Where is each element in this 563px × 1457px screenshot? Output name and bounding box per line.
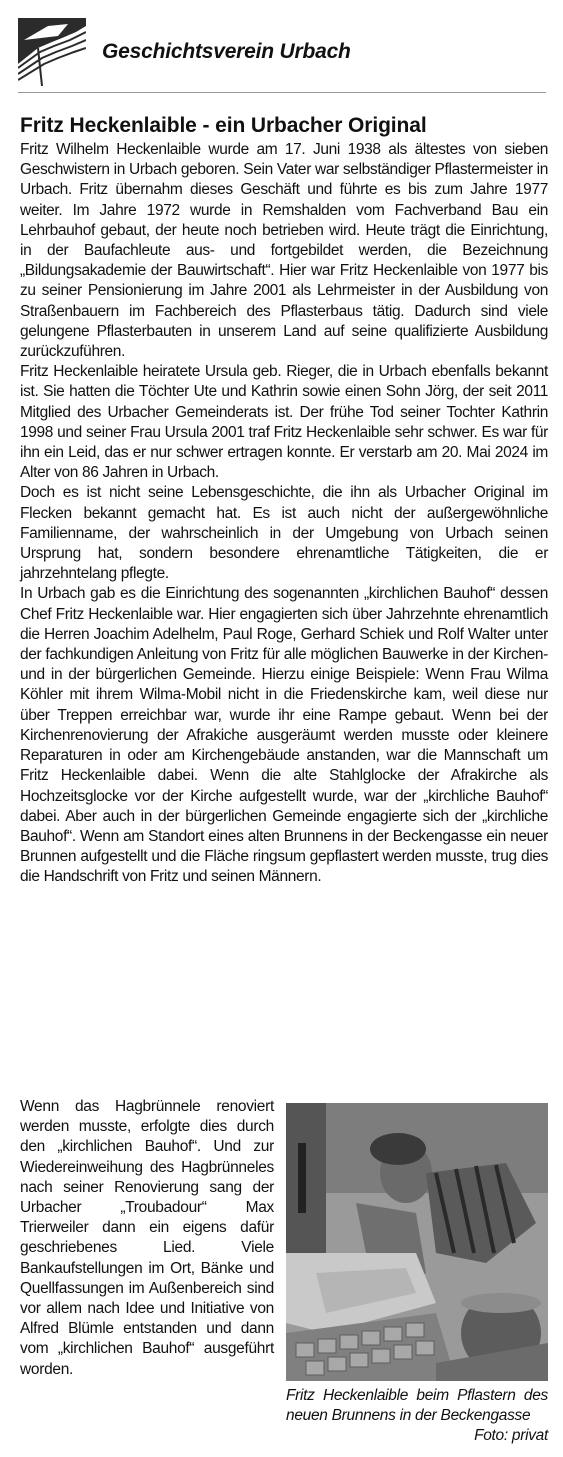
article-photo [286,1103,548,1381]
open-book-logo-icon [18,18,86,86]
photo-caption [286,1386,548,1447]
article-paragraph: In Urbach gab es die Einrichtung des sogenannten „kirchlichen Bauhof“ dessen Chef Fritz Heckenlaible war. Hier engagierten sich über Jahrzehnte ehrenamtlich die Herren Joachim Adelhelm, Paul Roge, Gerhard Schiek und Rolf Walter unter der fachkundigen Anleitung von Fritz für alle möglichen Bauwerke in der Kirchen- und in der bürgerlichen Gemeinde. Hierzu einige Beispiele: Wenn Frau Wilma Köhler mit ihrem Wilma-Mobil nicht in die Friedenskirche kam, weil diese nur über Treppen erreichbar war, wurde ihr eine Rampe gebaut. Wenn bei der Kirchenrenovierung der Afrakiche ausgeräumt werden musste oder kleinere Reparaturen in oder am Kirchengebäude anstanden, war die Mannschaft um Fritz Heckenlaible dabei. Wenn die alte Stahlglocke der Afrakirche als Hochzeitsglocke vor der Kirche aufgestellt wurde, war der „kirchliche Bauhof“ dabei. Aber auch in der bürgerlichen Gemeinde engagierte sich der „kirchliche Bauhof“. Wenn am Standort eines alten Brunnens in der Beckengasse ein neuer Brunnen aufgestellt und die Fläche ringsum gepflastert werden musste, trug dies die Handschrift von Fritz und seinen Männern. [20,585,548,886]
header-divider [18,92,546,93]
header [18,18,548,90]
lower-column [20,1097,274,1380]
article-paragraph: Fritz Heckenlaible heiratete Ursula geb. Rieger, die in Urbach ebenfalls bekannt ist. Sie hatten die Töchter Ute und Kathrin sowie einen Sohn Jörg, der seit 2011 Mitglied des Urbacher Gemeinderats ist. Der frühe Tod seiner Tochter Kathrin 1998 und seiner Frau Ursula 2001 traf Fritz Heckenlaible sehr schwer. Es war für ihn ein Leid, das er nur schwer ertragen konnte. Er verstarb am 20. Mai 2024 im Alter von 86 Jahren in Urbach. [20,363,548,482]
article-paragraph: Fritz Wilhelm Heckenlaible wurde am 17. Juni 1938 als ältestes von sieben Geschwistern in Urbach geboren. Sein Vater war selbständiger Pflastermeister in Urbach. Fritz übernahm dieses Geschäft und führte es bis zum Jahre 1977 weiter. Im Jahre 1972 wurde in Remshalden vom Fachverband Bau ein Lehrbauhof gebaut, der heute noch betrieben wird. Heute trägt die Einrichtung, in der Baufachleute aus- und fortgebildet werden, die Bezeichnung „Bildungsakademie der Bauwirtschaft“. Hier war Fritz Heckenlaible von 1977 bis zu seiner Pensionierung im Jahre 2001 als Lehrmeister in der Ausbildung von Straßenbauern im Fachbereich des Pflasterbaus tätig. Dadurch sind viele gelungene Pflasterbauten in unserem Land auf seine qualifizierte Ausbildung zurückzuführen. [20,141,548,361]
article-title: Fritz Heckenlaible - ein Urbacher Original [20,114,427,137]
article-paragraph: Wenn das Hagbrünnele renoviert werden musste, erfolgte dies durch den „kirchlichen Bauhof“. Und zur Wiedereinweihung des Hagbrünneles nach seiner Renovierung sang der Urbacher „Troubadour“ Max Trierweiler dann ein eigens dafür geschriebenes Lied. Viele Bankaufstellungen im Ort, Bänke und Quellfassungen im Außenbereich sind vor allem nach Idee und Initiative von Alfred Blümle entstanden und dann vom „kirchlichen Bauhof“ ausgeführt worden. [20,1098,274,1378]
photo-credit: Foto: privat [474,1427,548,1445]
article-body [20,140,548,888]
caption-text: Fritz Heckenlaible beim Pflastern des neuen Brunnens in der Beckengasse [286,1387,548,1425]
article-paragraph: Doch es ist nicht seine Lebensgeschichte, die ihn als Urbacher Original im Flecken bekannt gemacht hat. Es ist auch nicht der außergewöhnliche Familienname, der wahrscheinlich in der Umgebung von Urbach seinen Ursprung hat, sondern besondere ehrenamtliche Tätigkeiten, die er jahrzehntelang pflegte. [20,484,548,583]
lower-section [20,1097,548,1447]
organization-name: Geschichtsverein Urbach [102,40,351,63]
